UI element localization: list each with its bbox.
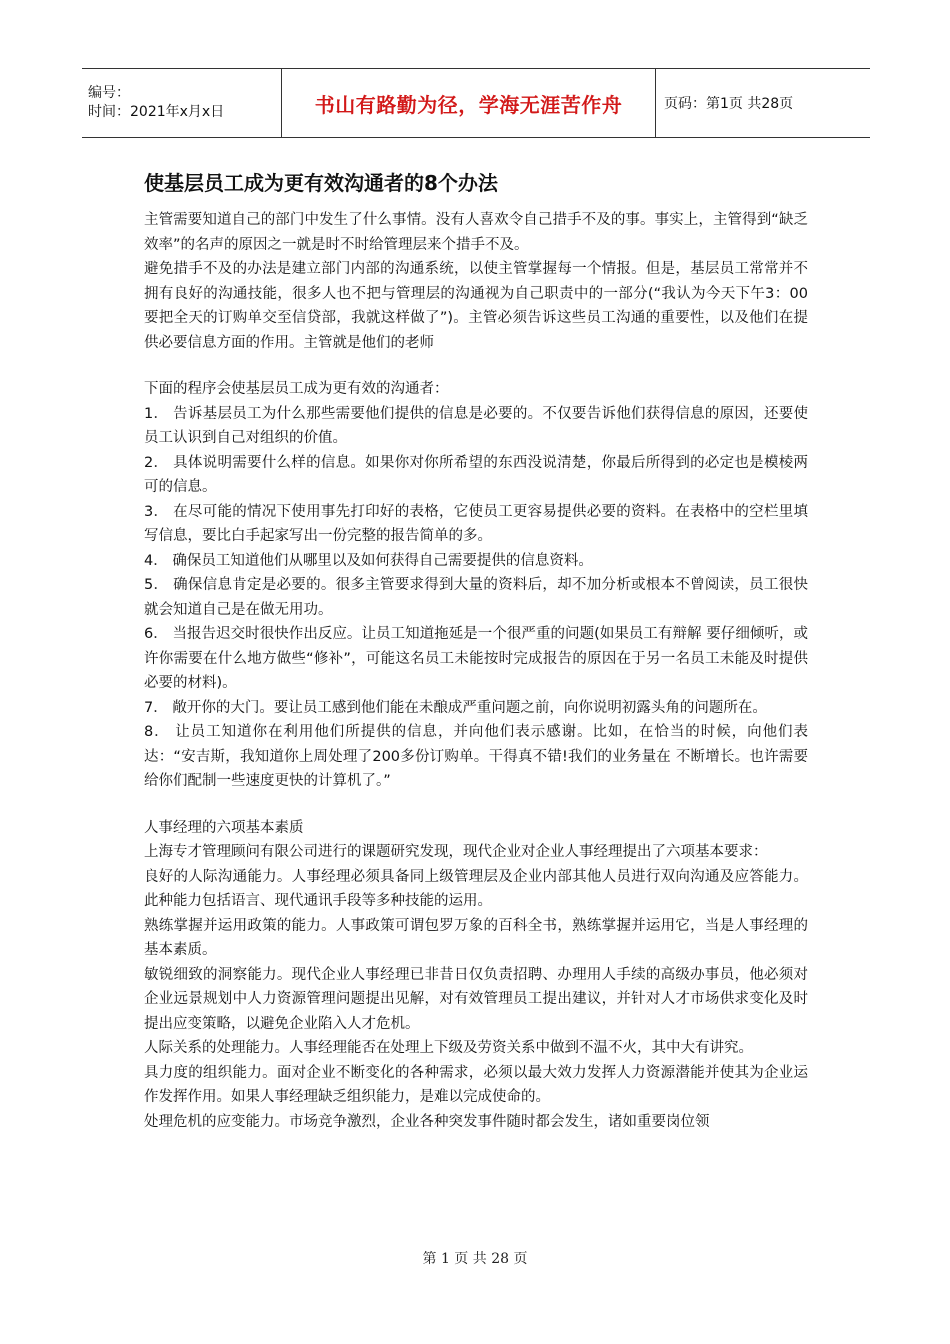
section2-paragraph: 具力度的组织能力。面对企业不断变化的各种需求，必须以最大效力发挥人力资源潜能并使其为企业运作发挥作用。如果人事经理缺乏组织能力，是难以完成使命的。 xyxy=(144,1064,808,1105)
intro-paragraph: 避免措手不及的办法是建立部门内部的沟通系统，以使主管掌握每一个情报。但是，基层员工常常并不拥有良好的沟通技能，很多人也不把与管理层的沟通视为自己职责中的一部分(“我认为今天下午3：00要把全天的订购单交至信贷部，我就这样做了”)。主管必须告诉这些员工沟通的重要性，以及他们在提供必要信息方面的作用。主管就是他们的老师 xyxy=(144,261,808,351)
step-item: 5． 确保信息肯定是必要的。很多主管要求得到大量的资料后，却不加分析或根本不曾阅读，员工很快就会知道自己是在做无用功。 xyxy=(144,577,808,618)
serial-label: 编号： xyxy=(88,85,130,101)
intro-paragraph: 主管需要知道自己的部门中发生了什么事情。没有人喜欢令自己措手不及的事。事实上，主管得到“缺乏效率”的名声的原因之一就是时不时给管理层来个措手不及。 xyxy=(144,212,808,253)
footer-page-number: 第 1 页 共 28 页 xyxy=(422,1251,528,1267)
article-title: 使基层员工成为更有效沟通者的8个办法 xyxy=(144,171,498,195)
step-item: 2． 具体说明需要什么样的信息。如果你对你所希望的东西没说清楚，你最后所得到的必定也是模棱两可的信息。 xyxy=(144,454,808,495)
section2-paragraph: 熟练掌握并运用政策的能力。人事政策可谓包罗万象的百科全书，熟练掌握并运用它，当是人事经理的基本素质。 xyxy=(144,917,808,958)
section2-paragraph: 处理危机的应变能力。市场竞争激烈，企业各种突发事件随时都会发生，诸如重要岗位领 xyxy=(144,1113,710,1130)
section2-paragraph: 敏锐细致的洞察能力。现代企业人事经理已非昔日仅负责招聘、办理用人手续的高级办事员，他必须对企业远景规划中人力资源管理问题提出见解，对有效管理员工提出建议，并针对人才市场供求变化及时提出应变策略，以避免企业陷入人才危机。 xyxy=(144,966,808,1032)
section2-paragraph: 良好的人际沟通能力。人事经理必须具备同上级管理层及企业内部其他人员进行双向沟通及应答能力。此种能力包括语言、现代通讯手段等多种技能的运用。 xyxy=(144,868,808,909)
step-item: 3． 在尽可能的情况下使用事先打印好的表格，它使员工更容易提供必要的资料。在表格中的空栏里填写信息，要比白手起家写出一份完整的报告简单的多。 xyxy=(144,503,808,544)
article-body xyxy=(144,168,808,1134)
step-item: 8． 让员工知道你在利用他们所提供的信息，并向他们表示感谢。比如，在恰当的时候，向他们表达：“安吉斯，我知道你上周处理了200多份订购单。干得真不错!我们的业务量在 不断增长。也许需要给你们配制一些速度更快的计算机了。” xyxy=(144,724,808,789)
section2-title: 人事经理的六项基本素质 xyxy=(144,819,304,836)
paragraph-gap xyxy=(144,355,808,377)
page-header xyxy=(82,68,870,138)
date-label: 时间：2021年x月x日 xyxy=(88,104,225,120)
header-motto: 书山有路勤为径，学海无涯苦作舟 xyxy=(314,92,623,117)
header-page-info-cell xyxy=(656,69,870,137)
step-item: 1． 告诉基层员工为什么那些需要他们提供的信息是必要的。不仅要告诉他们获得信息的原因，还要使员工认识到自己对组织的价值。 xyxy=(144,405,808,446)
step-item: 4． 确保员工知道他们从哪里以及如何获得自己需要提供的信息资料。 xyxy=(144,552,593,569)
header-meta xyxy=(82,69,282,137)
section2-paragraph: 人际关系的处理能力。人事经理能否在处理上下级及劳资关系中做到不温不火，其中大有讲究。 xyxy=(144,1040,753,1056)
paragraph-gap xyxy=(144,794,808,816)
header-page-info: 页码：第1页 共28页 xyxy=(664,96,794,112)
step-item: 7． 敞开你的大门。要让员工感到他们能在未酿成严重问题之前，向你说明初露头角的问题所在。 xyxy=(144,699,767,716)
header-motto-cell xyxy=(282,69,656,137)
page-footer xyxy=(0,1248,950,1268)
step-item: 6． 当报告迟交时很快作出反应。让员工知道拖延是一个很严重的问题(如果员工有辩解 要仔细倾听，或许你需要在什么地方做些“修补”，可能这名员工未能按时完成报告的原因在于另一名员工未能及时提供必要的材料)。 xyxy=(144,626,808,691)
steps-intro: 下面的程序会使基层员工成为更有效的沟通者： xyxy=(144,381,449,397)
section2-paragraph: 上海专才管理顾问有限公司进行的课题研究发现，现代企业对企业人事经理提出了六项基本要求： xyxy=(144,844,768,860)
